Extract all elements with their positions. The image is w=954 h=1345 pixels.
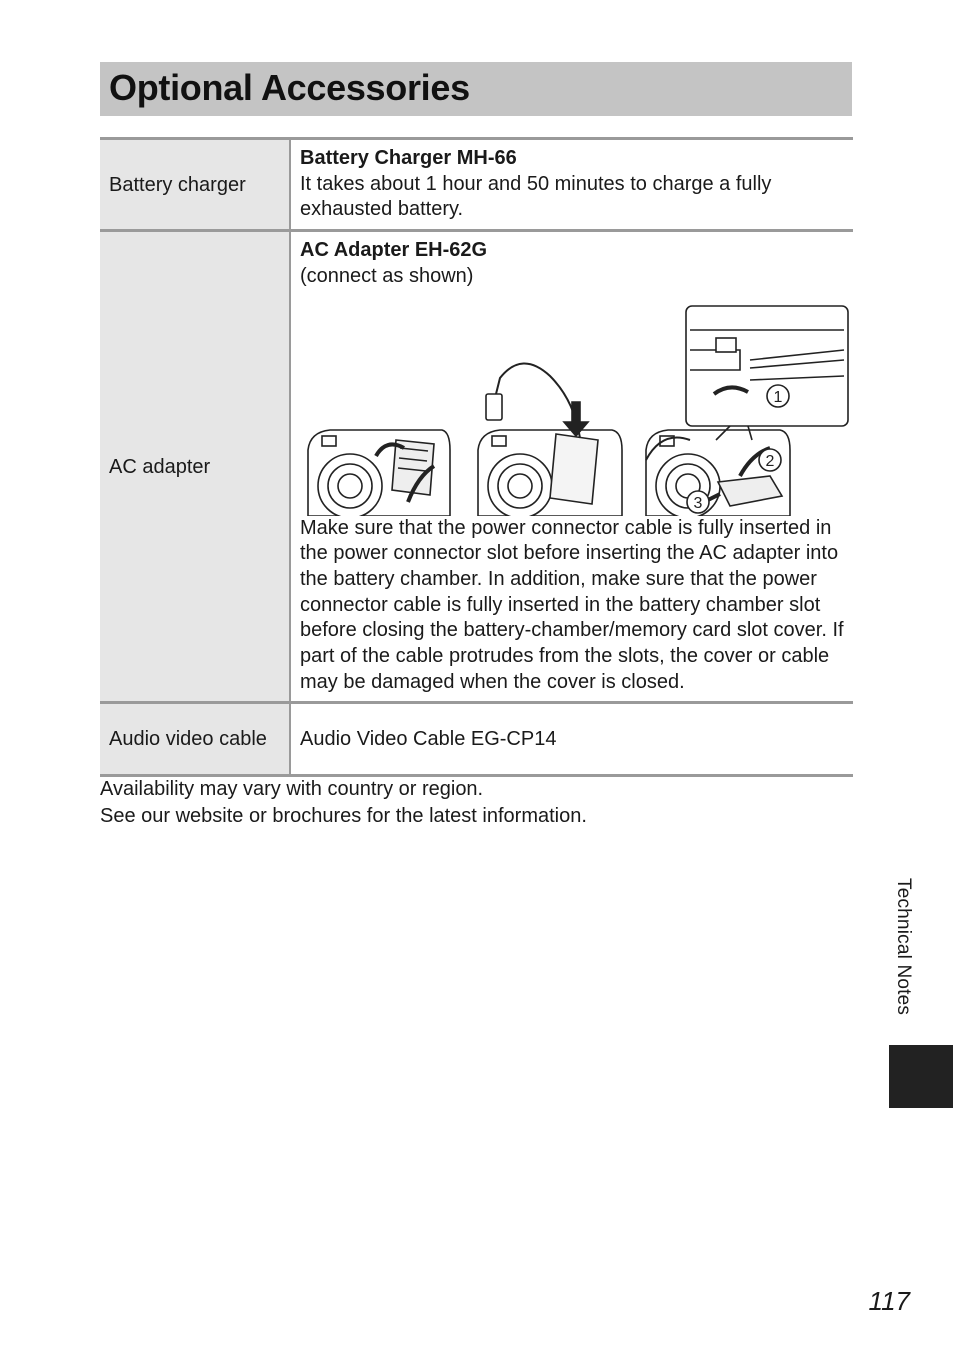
product-name: Battery Charger MH-66 <box>300 147 517 169</box>
product-name: Audio Video Cable EG-CP14 <box>300 727 557 750</box>
step-3-label: 3 <box>693 494 703 512</box>
row-content <box>290 139 853 231</box>
title-bar <box>100 62 852 116</box>
step-3-badge <box>687 491 709 513</box>
product-name: AC Adapter EH-62G <box>300 239 488 262</box>
step-1-badge <box>767 385 789 407</box>
connect-note: (connect as shown) <box>300 264 474 287</box>
table-row <box>100 139 853 231</box>
footnote-line: Availability may vary with country or region. <box>100 778 484 800</box>
adapter-caution: Make sure that the power connector cable is fully inserted in the power connector slot before inserting the AC adapter into the battery chamber. In addition, make sure that the power connector cable is fully inserted in the battery chamber slot before closing the battery-chamber/memory card slot cover. If part of the cable protrudes from the slots, the cover or cable may be damaged when the cover is closed. <box>300 516 844 693</box>
section-name: Technical Notes <box>893 878 914 1016</box>
section-tab-marker <box>889 1045 953 1108</box>
page-number: 117 <box>868 1286 910 1316</box>
row-content <box>290 703 853 776</box>
table-row <box>100 231 853 703</box>
accessories-table <box>100 137 853 777</box>
row-label: Audio video cable <box>100 703 290 776</box>
camera-close-cover <box>646 430 790 516</box>
camera-insert-adapter <box>478 363 622 516</box>
page-title: Optional Accessories <box>109 67 470 108</box>
table-row <box>100 703 853 776</box>
ac-adapter-connection-illustration <box>300 290 850 516</box>
footnote-line: See our website or brochures for the latest information. <box>100 805 587 827</box>
row-content <box>290 231 853 703</box>
camera-open-cover <box>308 430 450 516</box>
step-1-label: 1 <box>773 388 783 406</box>
availability-footnote <box>100 776 860 830</box>
product-description: It takes about 1 hour and 50 minutes to charge a fully exhausted battery. <box>300 172 772 221</box>
step-2-badge <box>759 449 781 471</box>
section-side-label <box>872 878 942 1038</box>
row-label: AC adapter <box>100 231 290 703</box>
step-2-label: 2 <box>765 452 775 470</box>
connector-inset <box>686 306 848 440</box>
camera-illustration <box>300 290 850 516</box>
row-label: Battery charger <box>100 139 290 231</box>
